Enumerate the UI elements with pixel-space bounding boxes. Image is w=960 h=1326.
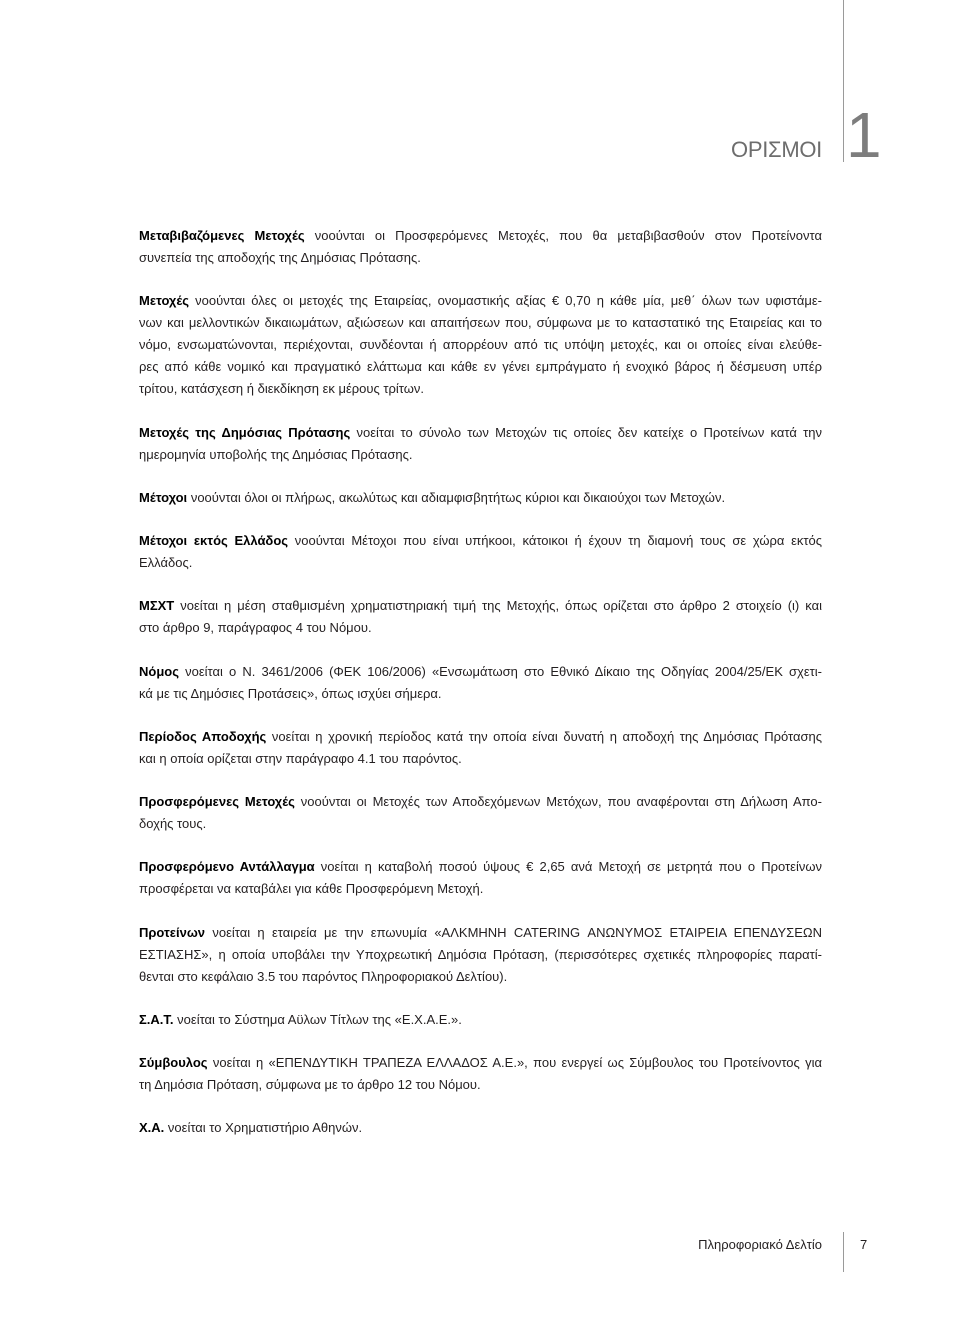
definition-acceptance-period [139,726,822,770]
definition-text-line [139,726,822,748]
definition-text-line: Ελλάδος. [139,555,193,570]
definition-text: νοείται το Χρηματιστήριο Αθηνών. [167,1120,363,1136]
definition-text: νοείται η εταιρεία με την επωνυμία «ΑΛΚΜΗΝΗ CATERING ΑΝΩΝΥΜΟΣ ΕΤΑΙΡΕΙΑ ΕΠΕΝΔΥΣΕΩΝ [212,924,822,940]
definition-shares [139,290,822,400]
definition-text-line: ρες από κάθε νομικό και πραγματικό ελάττωμα και κάθε εν γένει εμπράγματο ή ενοχικό βάρος ή δέσμευση υπέρ [139,359,822,375]
definition-text-line [139,661,822,683]
definition-text-line [139,791,822,813]
definition-text-line [139,422,822,444]
definition-term: Μετοχές [139,293,190,309]
definition-text-line [139,1117,822,1139]
definition-text: νοείται το σύνολο των Μετοχών τις οποίες δεν κατείχε ο Προτείνων κατά την [356,424,822,440]
definition-text-line: νόμο, ενσωματώνονται, περιέχονται, συνδέονται ή απορρέουν από τις υπόψη μετοχές, και οι οποίες είναι ελεύθε- [139,337,822,353]
definition-text-line [139,922,822,944]
definition-text-line: κά με τις Δημόσιες Προτάσεις», όπως ισχύει σήμερα. [139,685,442,701]
definition-text-line: δοχής τους. [139,816,207,831]
definition-offered-consideration [139,856,822,900]
definition-text-line [139,530,822,552]
chapter-number: 1 [846,99,882,171]
definition-public-offer-shares [139,422,822,466]
definition-text: νοούνται Μέτοχοι που είναι υπήκοοι, κάτοικοι ή έχουν τη διαμονή τους σε χώρα εκτός [294,533,823,548]
definition-transferred-shares [139,225,822,269]
definition-sat [139,1009,822,1031]
definition-text-line: ΕΣΤΙΑΣΗΣ», η οποία υποβάλει την Υποχρεωτική Δημόσια Πρόταση, (περισσότερες σχετικές πληροφορίες παρατί- [139,946,822,962]
definition-term: ΜΣΧΤ [139,598,175,614]
definition-term: Μέτοχοι εκτός Ελλάδος [139,533,289,548]
definition-text: νοείται το Σύστημα Αϋλων Τίτλων της «Ε.Χ.Α.Ε.». [177,1011,462,1027]
footer-divider [843,1232,844,1272]
definition-text-line: στο άρθρο 9, παράγραφος 4 του Νόμου. [139,620,372,636]
definition-text: νοούνται οι Μετοχές των Αποδεχόμενων Μετόχων, που αναφέρονται στη Δήλωση Απο- [300,794,822,809]
definition-text-line: συνεπεία της αποδοχής της Δημόσιας Πρότασης. [139,250,421,265]
definition-text-line: νων και μελλοντικών δικαιωμάτων, αξιώσεων και απαιτήσεων που, σύμφωνα με το καταστατικό της Εταιρείας και το [139,315,822,331]
definition-law [139,661,822,705]
definition-shareholders-outside-greece [139,530,822,574]
definition-text-line [139,1009,822,1031]
definition-term: Χ.Α. [139,1120,165,1136]
definition-term: Σύμβουλος [139,1055,208,1070]
definition-term: Μετοχές της Δημόσιας Πρότασης [139,424,351,440]
definition-shareholders [139,487,822,509]
definition-term: Προσφερόμενο Αντάλλαγμα [139,859,315,875]
definition-term: Νόμος [139,663,179,679]
definition-offered-shares [139,791,822,835]
definition-text: νοείται η καταβολή ποσού ύψους € 2,65 ανά Μετοχή σε μετρητά που ο Προτείνων [320,859,822,875]
definition-text: νοείται ο Ν. 3461/2006 (ΦΕΚ 106/2006) «Ενσωμάτωση στο Εθνικό Δίκαιο της Οδηγίας 2004/25/ΕΚ σχετι- [185,663,822,679]
definition-athens-exchange [139,1117,822,1139]
definition-term: Περίοδος Αποδοχής [139,728,267,744]
definition-text: νοούνται όλοι οι πλήρως, ακωλύτως και αδιαμφισβητήτως κύριοι και δικαιούχοι των Μετοχών. [190,489,726,505]
section-title: ΟΡΙΣΜΟΙ [731,137,822,162]
page-number: 7 [860,1237,868,1252]
definition-text-line [139,856,822,878]
footer-document-title: Πληροφοριακό Δελτίο [698,1237,822,1252]
definition-term: Προτείνων [139,924,206,940]
definition-advisor [139,1052,822,1096]
definition-term: Σ.Α.Τ. [139,1011,174,1027]
definition-text-line [139,225,822,247]
definition-text-line: τρίτου, κατάσχεση ή διεκδίκηση εκ μέρους τρίτων. [139,381,425,397]
definition-term: Μέτοχοι [139,489,188,505]
definition-text-line: τη Δημόσια Πρόταση, σύμφωνα με το άρθρο 12 του Νόμου. [139,1077,481,1092]
definition-text-line: θενται στο κεφάλαιο 3.5 του παρόντος Πληροφοριακού Δελτίου). [139,968,508,984]
definition-text: νοείται η μέση σταθμισμένη χρηματιστηριακή τιμή της Μετοχής, όπως ορίζεται στο άρθρο 2 στοιχείο (ι) και [180,598,822,614]
definition-term: Προσφερόμενες Μετοχές [139,794,295,809]
definition-text: νοείται η «ΕΠΕΝΔΥΤΙΚΗ ΤΡΑΠΕΖΑ ΕΛΛΑΔΟΣ Α.Ε.», που ενεργεί ως Σύμβουλος του Προτείνοντος για [212,1055,822,1070]
definition-offeror [139,922,822,988]
definition-text: νοούνται όλες οι μετοχές της Εταιρείας, ονομαστικής αξίας € 0,70 η κάθε μία, μεθ΄ όλων των υφιστάμε- [195,293,822,309]
definition-text: νοείται η χρονική περίοδος κατά την οποία είναι δυνατή η αποδοχή της Δημόσιας Πρότασης [271,728,823,744]
definition-text-line [139,595,822,617]
definition-mscht [139,595,822,639]
definition-text-line [139,290,822,312]
definition-text-line [139,487,822,509]
definition-text: νοούνται οι Προσφερόμενες Μετοχές, που θα μεταβιβασθούν στον Προτείνοντα [314,228,822,243]
definition-text-line: προσφέρεται να καταβάλει για κάθε Προσφερόμενη Μετοχή. [139,881,484,897]
header-divider [843,0,844,162]
definitions-list [139,225,822,1161]
definition-text-line: ημερομηνία υποβολής της Δημόσιας Πρότασης. [139,446,413,462]
definition-text-line [139,1052,822,1074]
definition-term: Μεταβιβαζόμενες Μετοχές [139,228,305,243]
definition-text-line: και η οποία ορίζεται στην παράγραφο 4.1 του παρόντος. [139,750,462,766]
